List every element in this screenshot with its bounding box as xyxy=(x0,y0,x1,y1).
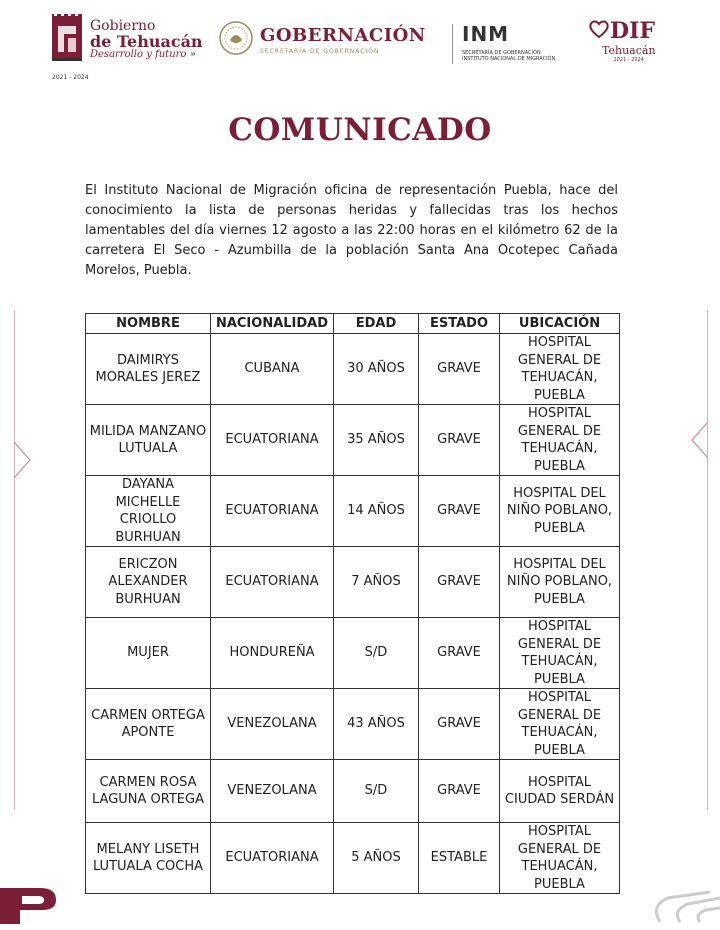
cell-nacionalidad: HONDUREÑA xyxy=(211,618,334,689)
left-border-line xyxy=(14,310,15,810)
table-header-row xyxy=(86,314,620,334)
tehuacan-line2: de Tehuacán xyxy=(90,31,203,51)
cell-edad: 30 AÑOS xyxy=(334,334,419,405)
cell-estado: GRAVE xyxy=(419,405,500,476)
cell-ubicacion: HOSPITAL GENERAL DE TEHUACÁN, PUEBLA xyxy=(500,334,620,405)
right-border-line xyxy=(707,310,708,810)
table-row xyxy=(86,689,620,760)
tehuacan-years: 2021 - 2024 xyxy=(52,74,89,81)
table-row xyxy=(86,547,620,618)
table-row xyxy=(86,476,620,547)
dif-years: 2021 - 2024 xyxy=(613,57,644,63)
chevron-left-icon xyxy=(688,420,712,460)
cell-nombre: MILIDA MANZANO LUTUALA xyxy=(86,405,211,476)
inm-subtitle-1: SECRETARÍA DE GOBERNACIÓN xyxy=(462,50,541,56)
cell-estado: GRAVE xyxy=(419,547,500,618)
cell-edad: 14 AÑOS xyxy=(334,476,419,547)
cell-estado: GRAVE xyxy=(419,476,500,547)
column-header: EDAD xyxy=(334,314,419,334)
victims-table xyxy=(85,313,620,894)
inm-title: INM xyxy=(462,22,510,46)
page-title: COMUNICADO xyxy=(228,112,492,148)
cell-nacionalidad: ECUATORIANA xyxy=(211,547,334,618)
inm-subtitle-2: INSTITUTO NACIONAL DE MIGRACIÓN xyxy=(462,56,556,62)
cell-nacionalidad: ECUATORIANA xyxy=(211,405,334,476)
header-divider xyxy=(452,24,453,64)
cell-ubicacion: HOSPITAL CIUDAD SERDÁN xyxy=(500,760,620,823)
cell-nacionalidad: ECUATORIANA xyxy=(211,476,334,547)
cell-nombre: MUJER xyxy=(86,618,211,689)
cell-edad: 5 AÑOS xyxy=(334,823,419,894)
cell-ubicacion: HOSPITAL GENERAL DE TEHUACÁN, PUEBLA xyxy=(500,618,620,689)
table-row xyxy=(86,618,620,689)
tehuacan-logo-icon xyxy=(50,14,84,66)
cell-nacionalidad: CUBANA xyxy=(211,334,334,405)
cell-nombre: MELANY LISETH LUTUALA COCHA xyxy=(86,823,211,894)
inm-logo xyxy=(462,22,555,62)
cell-ubicacion: HOSPITAL DEL NIÑO POBLANO, PUEBLA xyxy=(500,547,620,618)
cell-ubicacion: HOSPITAL GENERAL DE TEHUACÁN, PUEBLA xyxy=(500,405,620,476)
cell-ubicacion: HOSPITAL DEL NIÑO POBLANO, PUEBLA xyxy=(500,476,620,547)
gobernacion-subtitle: SECRETARÍA DE GOBERNACIÓN xyxy=(260,48,380,55)
cell-ubicacion: HOSPITAL GENERAL DE TEHUACÁN, PUEBLA xyxy=(500,689,620,760)
gobernacion-title: GOBERNACIÓN xyxy=(260,25,426,46)
cell-edad: 7 AÑOS xyxy=(334,547,419,618)
cell-edad: S/D xyxy=(334,760,419,823)
cell-nacionalidad: VENEZOLANA xyxy=(211,760,334,823)
intro-paragraph: El Instituto Nacional de Migración oficina de representación Puebla, hace del conocimiento la lista de personas heridas y fallecidas tras los hechos lamentables del día viernes 12 agosto a las 22:00 horas en el kilómetro 62 de la carretera El Seco - Azumbilla de la población Santa Ana Ocotepec Cañada Morelos, Puebla. xyxy=(85,183,618,278)
cell-nombre: CARMEN ORTEGA APONTE xyxy=(86,689,211,760)
cell-estado: GRAVE xyxy=(419,334,500,405)
table-row xyxy=(86,760,620,823)
cell-edad: 35 AÑOS xyxy=(334,405,419,476)
dif-title: DIF xyxy=(610,18,655,44)
column-header: ESTADO xyxy=(419,314,500,334)
cell-estado: GRAVE xyxy=(419,618,500,689)
column-header: NACIONALIDAD xyxy=(211,314,334,334)
footer-brand-mark xyxy=(0,880,64,924)
tehuacan-line1: Gobierno xyxy=(90,18,156,34)
national-emblem-icon xyxy=(218,20,254,60)
chevron-right-icon xyxy=(10,440,34,480)
cell-nombre: DAIMIRYS MORALES JEREZ xyxy=(86,334,211,405)
cell-estado: GRAVE xyxy=(419,689,500,760)
tehuacan-logo xyxy=(50,14,203,81)
column-header: NOMBRE xyxy=(86,314,211,334)
footer-decoration-mark xyxy=(650,866,720,926)
cell-nombre: CARMEN ROSA LAGUNA ORTEGA xyxy=(86,760,211,823)
cell-ubicacion: HOSPITAL GENERAL DE TEHUACÁN, PUEBLA xyxy=(500,823,620,894)
cell-estado: ESTABLE xyxy=(419,823,500,894)
table-row xyxy=(86,823,620,894)
cell-nombre: DAYANA MICHELLE CRIOLLO BURHUAN xyxy=(86,476,211,547)
cell-nacionalidad: ECUATORIANA xyxy=(211,823,334,894)
cell-edad: 43 AÑOS xyxy=(334,689,419,760)
cell-estado: GRAVE xyxy=(419,760,500,823)
table-row xyxy=(86,334,620,405)
column-header: UBICACIÓN xyxy=(500,314,620,334)
tehuacan-slogan: Desarrollo y futuro » xyxy=(90,49,196,61)
cell-edad: S/D xyxy=(334,618,419,689)
dif-heart-icon xyxy=(588,18,610,44)
cell-nacionalidad: VENEZOLANA xyxy=(211,689,334,760)
dif-city: Tehuacán xyxy=(602,44,656,57)
cell-nombre: ERICZON ALEXANDER BURHUAN xyxy=(86,547,211,618)
gobernacion-logo xyxy=(218,20,426,60)
dif-logo xyxy=(588,18,656,63)
table-row xyxy=(86,405,620,476)
